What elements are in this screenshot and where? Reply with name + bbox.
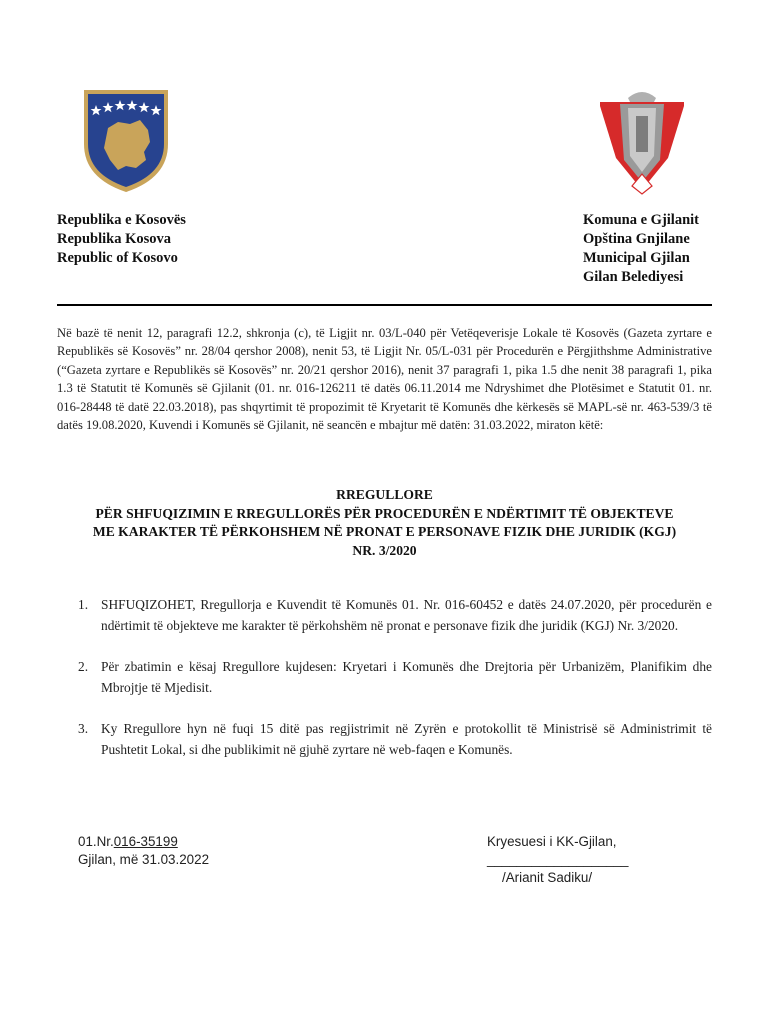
list-item-text: Për zbatimin e kësaj Rregullore kujdesen: Kryetari i Komunës dhe Drejtoria për Urbanizëm, Planifikim dhe Mbrojtje të Mjedisit. — [101, 659, 712, 695]
list-item-text: SHFUQIZOHET, Rregullorja e Kuvendit të Komunës 01. Nr. 016-60452 e datës 24.07.2020, për procedurën e ndërtimit të objekteve me karakter të përkohshëm në pronat e personave fizik dhe juridik (KGJ) Nr. 3/2020. — [101, 597, 712, 633]
list-item — [57, 657, 712, 698]
reference-number — [78, 833, 209, 851]
header-left — [57, 211, 186, 268]
header-right-line: Municipal Gjilan — [583, 250, 690, 266]
title-line: PËR SHFUQIZIMIN E RREGULLORËS PËR PROCEDURËN E NDËRTIMIT TË OBJEKTEVE — [95, 505, 674, 521]
list-item-number: 2. — [78, 659, 89, 675]
reference-block — [78, 833, 209, 869]
header-left-line: Republika e Kosovës — [57, 212, 186, 228]
gjilan-municipality-emblem-icon — [598, 86, 686, 196]
header-left-line: Republika Kosova — [57, 231, 172, 247]
preamble-paragraph: Në bazë të nenit 12, paragrafi 12.2, shkronja (c), të Ligjit nr. 03/L-040 për Vetëqeverisje Lokale të Kosovës (Gazeta zyrtare e Republikës së Kosovës” nr. 28/04 qershor 2008), nenit 53, të Ligjit Nr. 05/L-031 për Procedurën e Përgjithshme Administrative (“Gazeta zyrtare e Republikës së Kosovës” nr. 20/21 qershor 2016), nenit 37 paragrafi 1, pika 1.5 dhe nenit 38 paragrafi 1, pika 1.3 të Statutit të Komunës së Gjilanit (01. nr. 016-126211 të datës 06.11.2014 me Ndryshimet dhe Plotësimet e Statutit 01. nr. 016-28448 të datë 22.03.2018), pas shqyrtimit të propozimit të Kryetarit të Komunës dhe kërkesës së MAPL-së nr. 463-539/3 të datës 19.08.2020, Kuvendi i Komunës së Gjilanit, në seancën e mbajtur më datën: 31.03.2022, miraton këtë: — [57, 326, 712, 433]
kosovo-coat-of-arms-icon — [80, 86, 172, 194]
header-divider — [57, 304, 712, 306]
list-item — [57, 595, 712, 636]
place-date: Gjilan, më 31.03.2022 — [78, 852, 210, 867]
document-title — [57, 486, 712, 560]
header-right-line: Komuna e Gjilanit — [583, 212, 700, 228]
title-line: ME KARAKTER TË PËRKOHSHEM NË PRONAT E PERSONAVE FIZIK DHE JURIDIK (KGJ) — [92, 524, 677, 539]
title-line: RREGULLORE — [336, 487, 433, 502]
header-right-line: Gilan Belediyesi — [583, 269, 684, 285]
reference-code: 016-35199 — [113, 834, 178, 849]
signatory-role: Kryesuesi i KK-Gjilan, — [487, 834, 617, 849]
signatory-name: /Arianit Sadiku/ — [502, 870, 593, 885]
list-item — [57, 719, 712, 760]
list-item-text: Ky Rregullore hyn në fuqi 15 ditë pas regjistrimit në Zyrën e protokollit të Ministrisë së Administrimit të Pushtetit Lokal, si dhe publikimit në gjuhë zyrtare në web-faqen e Komunës. — [101, 721, 712, 757]
signature-block — [487, 833, 629, 887]
header-right-line: Opština Gnjilane — [583, 231, 690, 247]
list-item-number: 3. — [78, 721, 89, 737]
reference-prefix: 01.Nr. — [78, 834, 114, 849]
header-right — [583, 211, 699, 287]
article-list — [57, 595, 712, 761]
header-left-line: Republic of Kosovo — [57, 250, 178, 266]
title-line: NR. 3/2020 — [352, 542, 417, 558]
list-item-number: 1. — [78, 597, 89, 612]
signature-line: ___________________ — [487, 852, 629, 867]
